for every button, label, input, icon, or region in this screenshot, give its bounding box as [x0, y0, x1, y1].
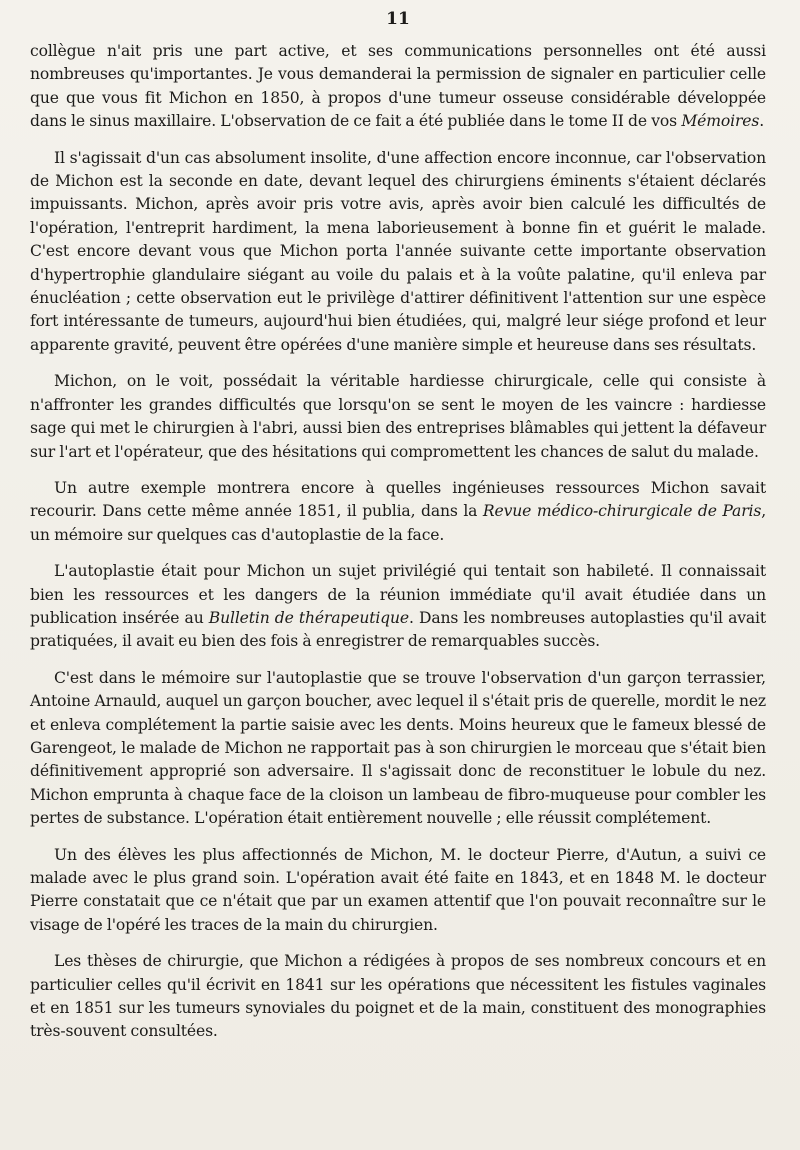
- paragraph-1: [30, 40, 766, 134]
- paragraph-4: [30, 477, 766, 547]
- text-run: Il s'agissait d'un cas absolument insolite, d'une affection encore inconnue, car l'observation de Michon est la seconde en date, devant lequel des chirurgiens éminents s'étaient déclarés impuissants. Michon, après avoir pris votre avis, après avoir bien calculé les difficultés de l'opération, l'entreprit hardiment, la mena laborieusement à bonne fin et guérit le malade. C'est encore devant vous que Michon porta l'année suivante cette importante observation d'hypertrophie glandulaire siégant au voile du palais et à la voûte palatine, qu'il enleva par énucléation ; cette observation eut le privilège d'attirer définitivent l'attention sur une espèce fort intéressante de tumeurs, aujourd'hui bien étudiées, qui, malgré leur siége profond et leur apparente gravité, peuvent être opérées d'une manière simple et heureuse dans ses résultats.: [30, 148, 766, 354]
- text-run: Un des élèves les plus affectionnés de Michon, M. le docteur Pierre, d'Autun, a suivi ce malade avec le plus grand soin. L'opération avait été faite en 1843, et en 1848 M. le docteur Pierre constatait que ce n'était que par un examen attentif que l'on pouvait reconnaître sur le visage de l'opéré les traces de la main du chirurgien.: [30, 845, 766, 934]
- paragraph-5: [30, 560, 766, 654]
- italic-title-bulletin: Bulletin de thérapeutique: [208, 608, 409, 627]
- paragraph-3: [30, 370, 766, 464]
- page-number: 11: [386, 9, 410, 29]
- text-run: Un autre exemple montrera encore à quelles ingénieuses ressources Michon savait recourir. Dans cette même année 1851, il publia, dans la: [30, 478, 766, 521]
- text-run: L'autoplastie était pour Michon un sujet privilégié qui tentait son habileté. Il connaissait bien les ressources et les dangers de la réunion immédiate qu'il avait étudiée dans un publication insérée au: [30, 562, 766, 627]
- italic-title-memoires: Mémoires: [681, 112, 760, 131]
- paragraph-8: [30, 950, 766, 1044]
- text-run: . Dans les nombreuses autoplasties qu'il avait pratiquées, il avait eu bien des fois à enregistrer de remarquables succès.: [30, 608, 766, 651]
- italic-title-revue: Revue médico-chirurgicale de Paris: [482, 502, 762, 521]
- paragraph-7: [30, 844, 766, 938]
- text-run: collègue n'ait pris une part active, et ses communications personnelles ont été aussi nombreuses qu'importantes. Je vous demanderai la permission de signaler en particulier celle que que vous fit Michon en 1850, à propos d'une tumeur osseuse considérable développée dans le sinus maxillaire. L'observation de ce fait a été publiée dans le tome II de vos: [30, 42, 766, 131]
- text-run: Les thèses de chirurgie, que Michon a rédigées à propos de ses nombreux concours et en particulier celles qu'il écrivit en 1841 sur les opérations que nécessitent les fistules vaginales et en 1851 sur les tumeurs synoviales du poignet et de la main, constituent des monographies très-souvent consultées.: [30, 952, 766, 1041]
- text-run: Michon, on le voit, possédait la véritable hardiesse chirurgicale, celle qui consiste à n'affronter les grandes difficultés que lorsqu'on se sent le moyen de les vaincre : hardiesse sage qui met le chirurgien à l'abri, aussi bien des entreprises blâmables qui jettent la défaveur sur l'art et l'opérateur, que des hésitations qui compromettent les chances de salut du malade.: [30, 372, 766, 461]
- paragraph-6: [30, 667, 766, 831]
- text-run: , un mémoire sur quelques cas d'autoplastie de la face.: [30, 502, 767, 544]
- paragraph-2: [30, 147, 766, 358]
- text-run: C'est dans le mémoire sur l'autoplastie que se trouve l'observation d'un garçon terrassier, Antoine Arnauld, auquel un garçon boucher, avec lequel il s'était pris de querelle, mordit le nez et enleva complétement la partie saisie avec les dents. Moins heureux que le fameux blessé de Garengeot, le malade de Michon ne rapportait pas à son chirurgien le morceau que s'était bien définitivement approprié son adversaire. Il s'agissait donc de reconstituer le lobule du nez. Michon emprunta à chaque face de la cloison un lambeau de fibro-muqueuse pour combler les pertes de substance. L'opération était entièrement nouvelle ; elle réussit complétement.: [30, 668, 766, 828]
- text-run: .: [759, 112, 764, 131]
